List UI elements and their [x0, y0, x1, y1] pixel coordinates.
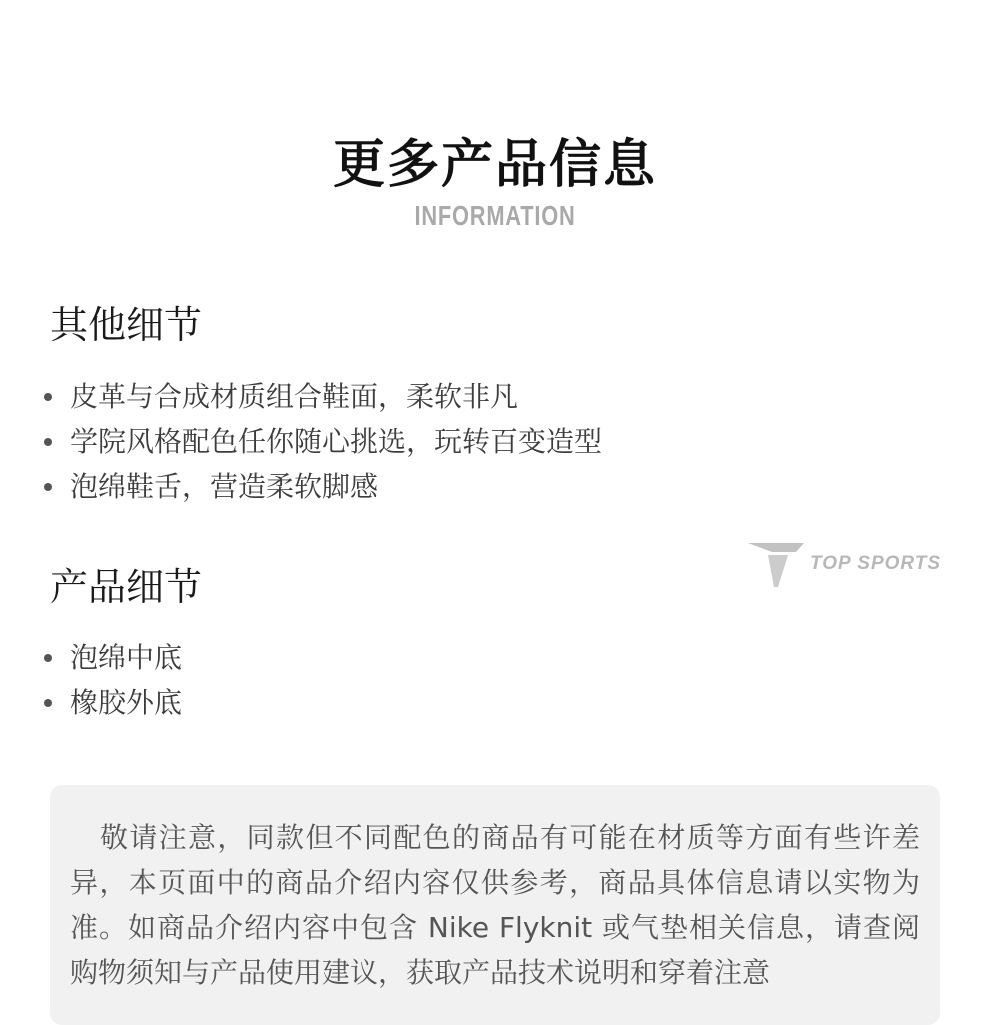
list-item-text: 学院风格配色任你随心挑选，玩转百变造型: [70, 425, 603, 458]
topsports-logo-icon: [746, 540, 806, 590]
bullet-dot-icon: [44, 438, 52, 446]
notice-box: [50, 785, 940, 1025]
list-item-text: 皮革与合成材质组合鞋面，柔软非凡: [70, 380, 519, 413]
page-title: 更多产品信息: [332, 135, 657, 195]
bullet-dot-icon: [44, 699, 52, 707]
other-details-list: [44, 374, 602, 509]
section-heading-other-details: 其他细节: [50, 303, 203, 347]
list-item: [44, 374, 602, 419]
topsports-logo-text: TOP SPORTS: [810, 553, 942, 574]
list-item: [44, 680, 182, 725]
section-heading-product-details: 产品细节: [50, 565, 203, 609]
notice-text: 敬请注意，同款但不同配色的商品有可能在材质等方面有些许差异，本页面中的商品介绍内容仅供参考，商品具体信息请以实物为准。如商品介绍内容中包含 Nike Flyknit 或气垫相关信息，请查阅购物须知与产品使用建议，获取产品技术说明和穿着注意: [70, 821, 920, 989]
list-item: [44, 419, 602, 464]
bullet-dot-icon: [44, 654, 52, 662]
list-item: [44, 464, 602, 509]
list-item: [44, 635, 182, 680]
list-item-text: 泡绵鞋舌，营造柔软脚感: [70, 470, 379, 503]
bullet-dot-icon: [44, 483, 52, 491]
bullet-dot-icon: [44, 393, 52, 401]
page-subtitle: INFORMATION: [414, 200, 576, 231]
list-item-text: 泡绵中底: [70, 641, 183, 674]
topsports-watermark: [746, 540, 942, 590]
product-details-list: [44, 635, 182, 725]
list-item-text: 橡胶外底: [70, 686, 183, 719]
